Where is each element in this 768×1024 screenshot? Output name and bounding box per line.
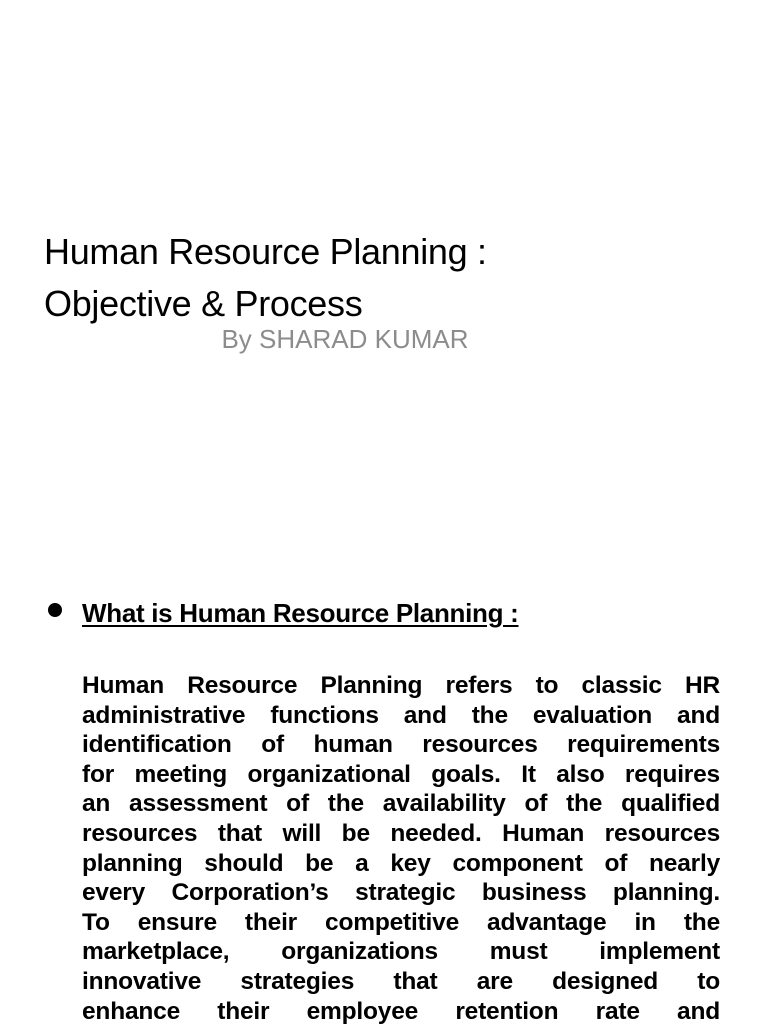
body-line: resources that will be needed. Human resources [82,819,720,847]
body-line: To ensure their competitive advantage in the [82,908,720,936]
section-heading: What is Human Resource Planning : [82,598,519,628]
slide-title [44,226,704,330]
slide-subtitle: By SHARAD KUMAR [221,324,469,354]
body-line: Human Resource Planning refers to classic HR [82,672,720,699]
section-body [82,671,720,1024]
body-line: planning should be a key component of nearly [82,849,720,877]
body-line: for meeting organizational goals. It also requires [82,760,720,788]
body-line: an assessment of the availability of the qualified [82,790,720,818]
body-line: every Corporation’s strategic business planning. [82,879,720,907]
body-line: innovative strategies that are designed to [82,967,720,995]
bullet-item [44,596,724,636]
body-line: identification of human resources requirements [82,731,720,759]
body-line: marketplace, organizations must implement [82,938,720,966]
body-line: administrative functions and the evaluation and [82,701,720,729]
slide-title-line-1: Human Resource Planning : [44,231,487,272]
slide-title-line-2: Objective & Process [44,283,363,324]
body-line: enhance their employee retention rate and [82,997,720,1024]
bullet-icon [48,603,62,617]
